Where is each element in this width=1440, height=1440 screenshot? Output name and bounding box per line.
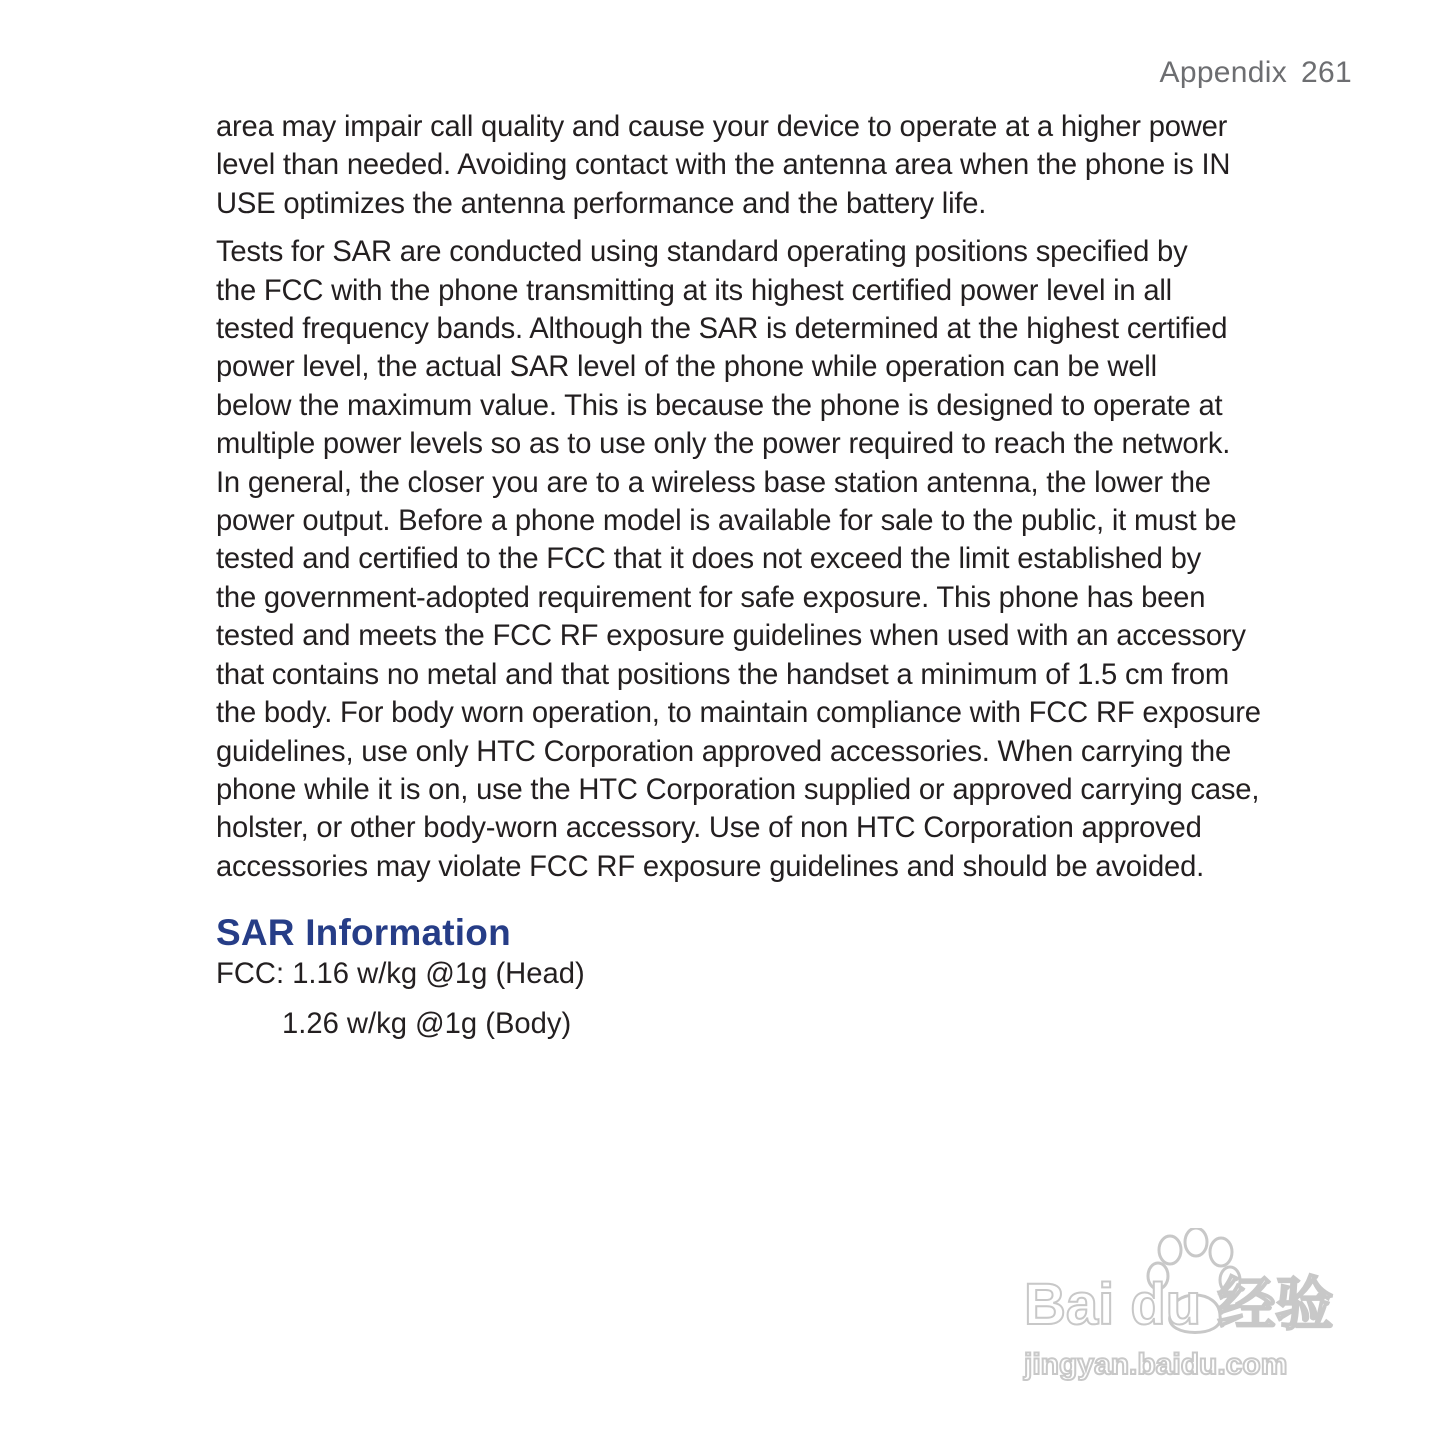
paragraph-sar-tests xyxy=(216,233,1316,886)
paragraph-antenna xyxy=(216,108,1316,223)
text-line: the body. For body worn operation, to maintain compliance with FCC RF exposure xyxy=(216,697,1261,730)
section-label: Appendix xyxy=(1159,56,1288,89)
sar-body-value: 1.26 w/kg @1g (Body) xyxy=(282,1008,572,1040)
text-line: power output. Before a phone model is available for sale to the public, it must be xyxy=(216,505,1237,538)
text-line: the government-adopted requirement for safe exposure. This phone has been xyxy=(216,581,1206,614)
text-line: phone while it is on, use the HTC Corporation supplied or approved carrying case, xyxy=(216,773,1260,806)
watermark-brand: Bai du 经验 xyxy=(1024,1272,1334,1337)
text-line: accessories may violate FCC RF exposure guidelines and should be avoided. xyxy=(216,850,1205,883)
text-line: In general, the closer you are to a wireless base station antenna, the lower the xyxy=(216,466,1211,499)
baidu-watermark xyxy=(1020,1228,1360,1388)
running-head xyxy=(1160,56,1352,90)
text-line: level than needed. Avoiding contact with the antenna area when the phone is IN xyxy=(216,149,1231,182)
text-line: multiple power levels so as to use only the power required to reach the network. xyxy=(216,428,1231,461)
watermark-url: jingyan.baidu.com xyxy=(1024,1348,1288,1381)
text-line: tested and meets the FCC RF exposure guidelines when used with an accessory xyxy=(216,620,1246,653)
text-line: holster, or other body-worn accessory. Use of non HTC Corporation approved xyxy=(216,812,1202,845)
text-line: that contains no metal and that positions the handset a minimum of 1.5 cm from xyxy=(216,658,1229,691)
sar-information-heading: SAR Information xyxy=(216,912,511,953)
sar-head-value: FCC: 1.16 w/kg @1g (Head) xyxy=(216,958,585,990)
text-line: Tests for SAR are conducted using standard operating positions specified by xyxy=(216,236,1188,269)
page-number: 261 xyxy=(1301,56,1352,89)
text-line: area may impair call quality and cause your device to operate at a higher power xyxy=(216,111,1228,143)
baidu-paw-logo xyxy=(1020,1228,1360,1388)
text-line: below the maximum value. This is because the phone is designed to operate at xyxy=(216,389,1223,422)
text-line: guidelines, use only HTC Corporation approved accessories. When carrying the xyxy=(216,735,1231,768)
text-line: tested frequency bands. Although the SAR is determined at the highest certified xyxy=(216,313,1228,346)
body-text xyxy=(216,108,1316,896)
text-line: the FCC with the phone transmitting at its highest certified power level in all xyxy=(216,274,1172,307)
text-line: power level, the actual SAR level of the phone while operation can be well xyxy=(216,351,1157,384)
text-line: USE optimizes the antenna performance and the battery life. xyxy=(216,187,987,220)
text-line: tested and certified to the FCC that it does not exceed the limit established by xyxy=(216,543,1202,576)
